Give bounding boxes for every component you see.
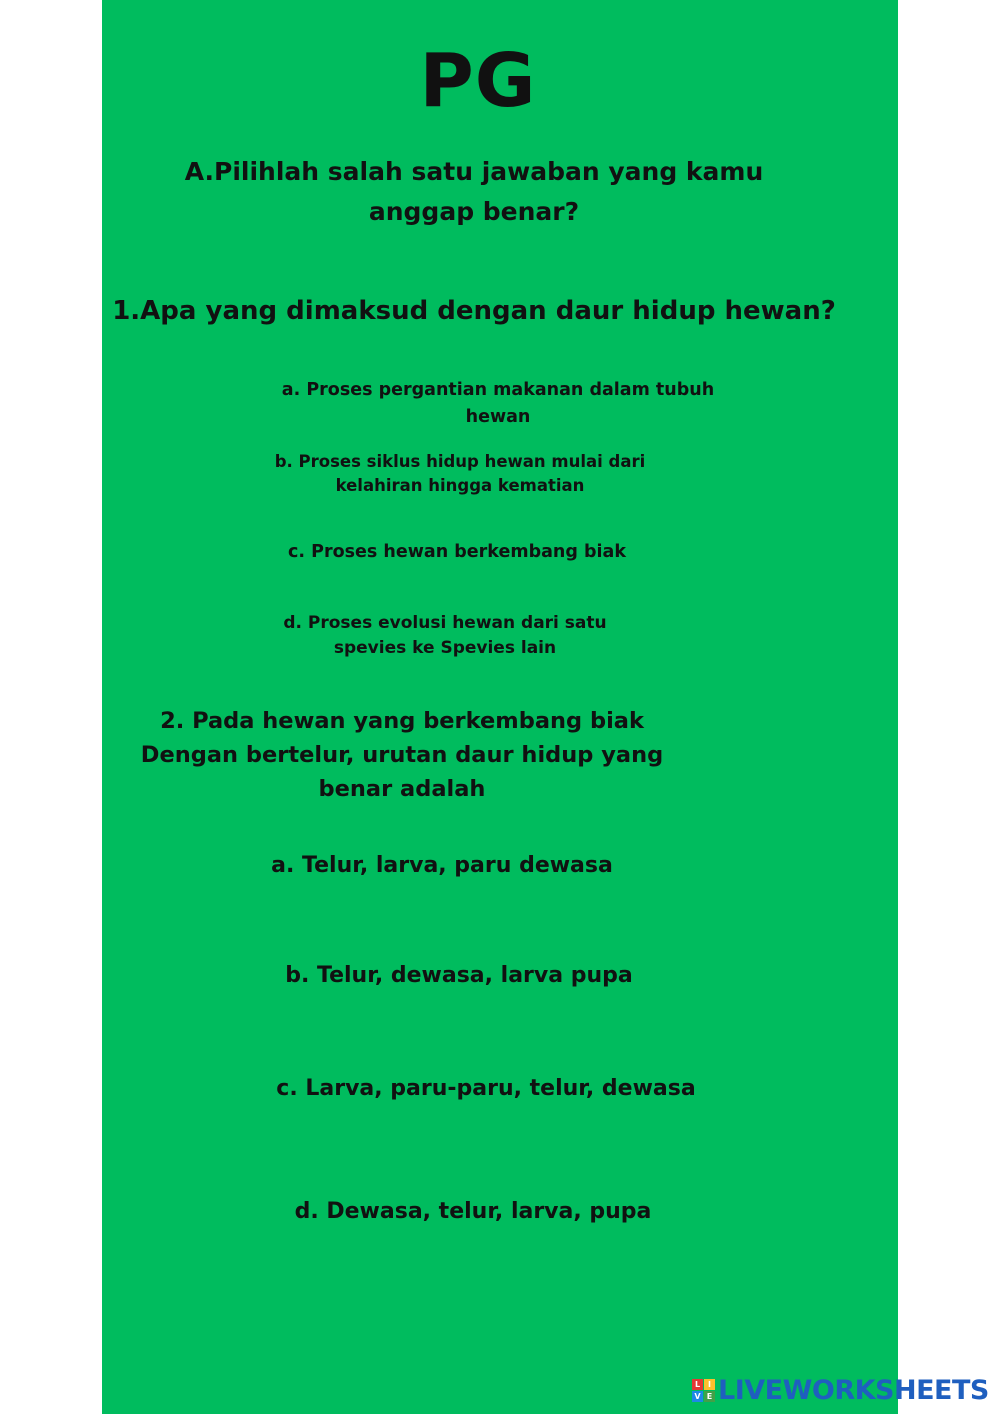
watermark-text: LIVEWORKSHEETS	[718, 1374, 989, 1406]
question-2-line-1: 2. Pada hewan yang berkembang biak	[160, 708, 644, 734]
question-1-text: 1.Apa yang dimaksud dengan daur hidup hewan?	[112, 296, 836, 326]
logo-letter: V	[692, 1391, 703, 1402]
question-2-line-3: benar adalah	[318, 776, 486, 802]
liveworksheets-watermark	[692, 1374, 989, 1406]
question-2-option-d[interactable]: d. Dewasa, telur, larva, pupa	[294, 1199, 652, 1224]
instruction-line-1: A.Pilihlah salah satu jawaban yang kamu	[184, 157, 764, 186]
logo-letter: I	[704, 1379, 715, 1390]
question-2-option-a[interactable]: a. Telur, larva, paru dewasa	[271, 853, 613, 878]
question-2-option-b[interactable]: b. Telur, dewasa, larva pupa	[285, 963, 633, 988]
question-2-text	[141, 704, 663, 806]
option-line: c. Proses hewan berkembang biak	[288, 542, 626, 562]
page-title: PG	[419, 38, 537, 124]
worksheet-page	[102, 0, 898, 1414]
logo-letter: L	[692, 1379, 703, 1390]
logo-letter: E	[704, 1391, 715, 1402]
question-2-line-2: Dengan bertelur, urutan daur hidup yang	[140, 742, 664, 768]
option-line: kelahiran hingga kematian	[335, 476, 585, 495]
option-line: a. Proses pergantian makanan dalam tubuh	[281, 380, 715, 400]
option-line: b. Proses siklus hidup hewan mulai dari	[274, 452, 646, 471]
instruction-line-2: anggap benar?	[368, 197, 580, 226]
instruction	[185, 152, 764, 232]
option-line: hewan	[465, 407, 531, 427]
liveworksheets-logo-icon	[692, 1379, 715, 1402]
question-1-option-a[interactable]	[282, 377, 714, 431]
question-1-option-b[interactable]	[275, 450, 646, 498]
option-line: spevies ke Spevies lain	[333, 638, 557, 658]
question-1-option-d[interactable]	[283, 611, 606, 661]
option-line: d. Proses evolusi hewan dari satu	[283, 613, 607, 633]
question-2-option-c[interactable]: c. Larva, paru-paru, telur, dewasa	[276, 1076, 696, 1101]
question-1-option-c[interactable]	[288, 540, 626, 564]
